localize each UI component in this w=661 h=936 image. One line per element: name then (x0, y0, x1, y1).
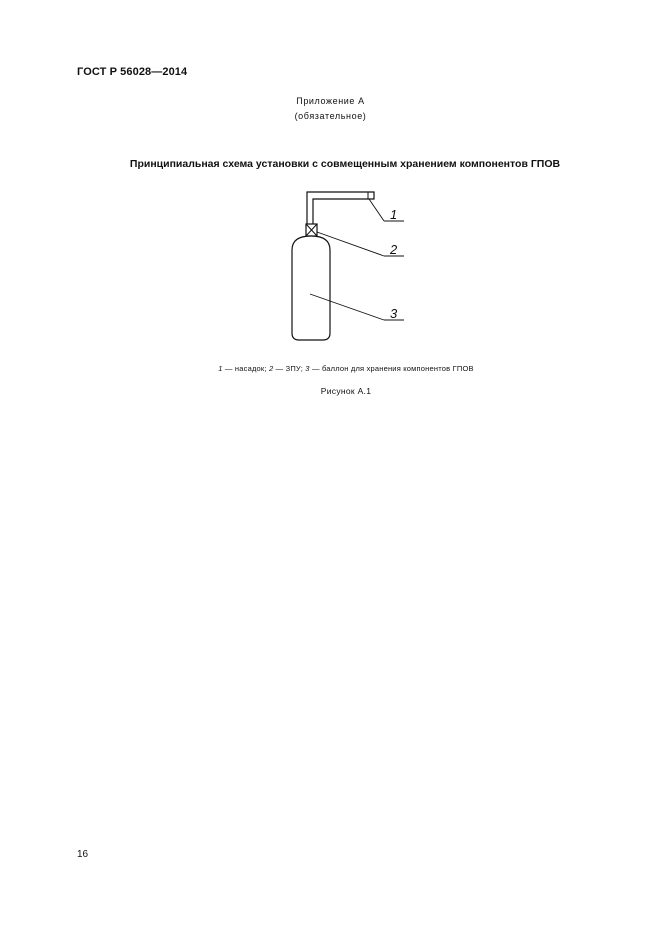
annex-status: (обязательное) (294, 111, 367, 121)
cylinder-body (292, 236, 330, 340)
page-number: 16 (77, 849, 89, 860)
legend-text-1: — насадок; (222, 364, 269, 373)
schema-title: Принципиальная схема установки с совмещенным хранением компонентов ГПОВ (129, 158, 561, 170)
document-code: ГОСТ Р 56028—2014 (77, 66, 188, 78)
legend-num-1: 1 (218, 364, 223, 373)
callout-3: 3 (390, 306, 398, 321)
callout-1: 1 (390, 207, 398, 222)
figure-legend (0, 364, 661, 373)
figure-caption: Рисунок А.1 (320, 386, 372, 396)
leader-line-1 (369, 199, 384, 221)
legend-num-3: 3 (305, 364, 310, 373)
nozzle-pipe (307, 192, 374, 224)
legend-text-3: — баллон для хранения компонентов ГПОВ (309, 364, 474, 373)
callout-2: 2 (390, 242, 398, 257)
annex-title: Приложение А (296, 96, 365, 106)
legend-text-2: — ЗПУ; (273, 364, 306, 373)
legend-num-2: 2 (268, 364, 274, 373)
